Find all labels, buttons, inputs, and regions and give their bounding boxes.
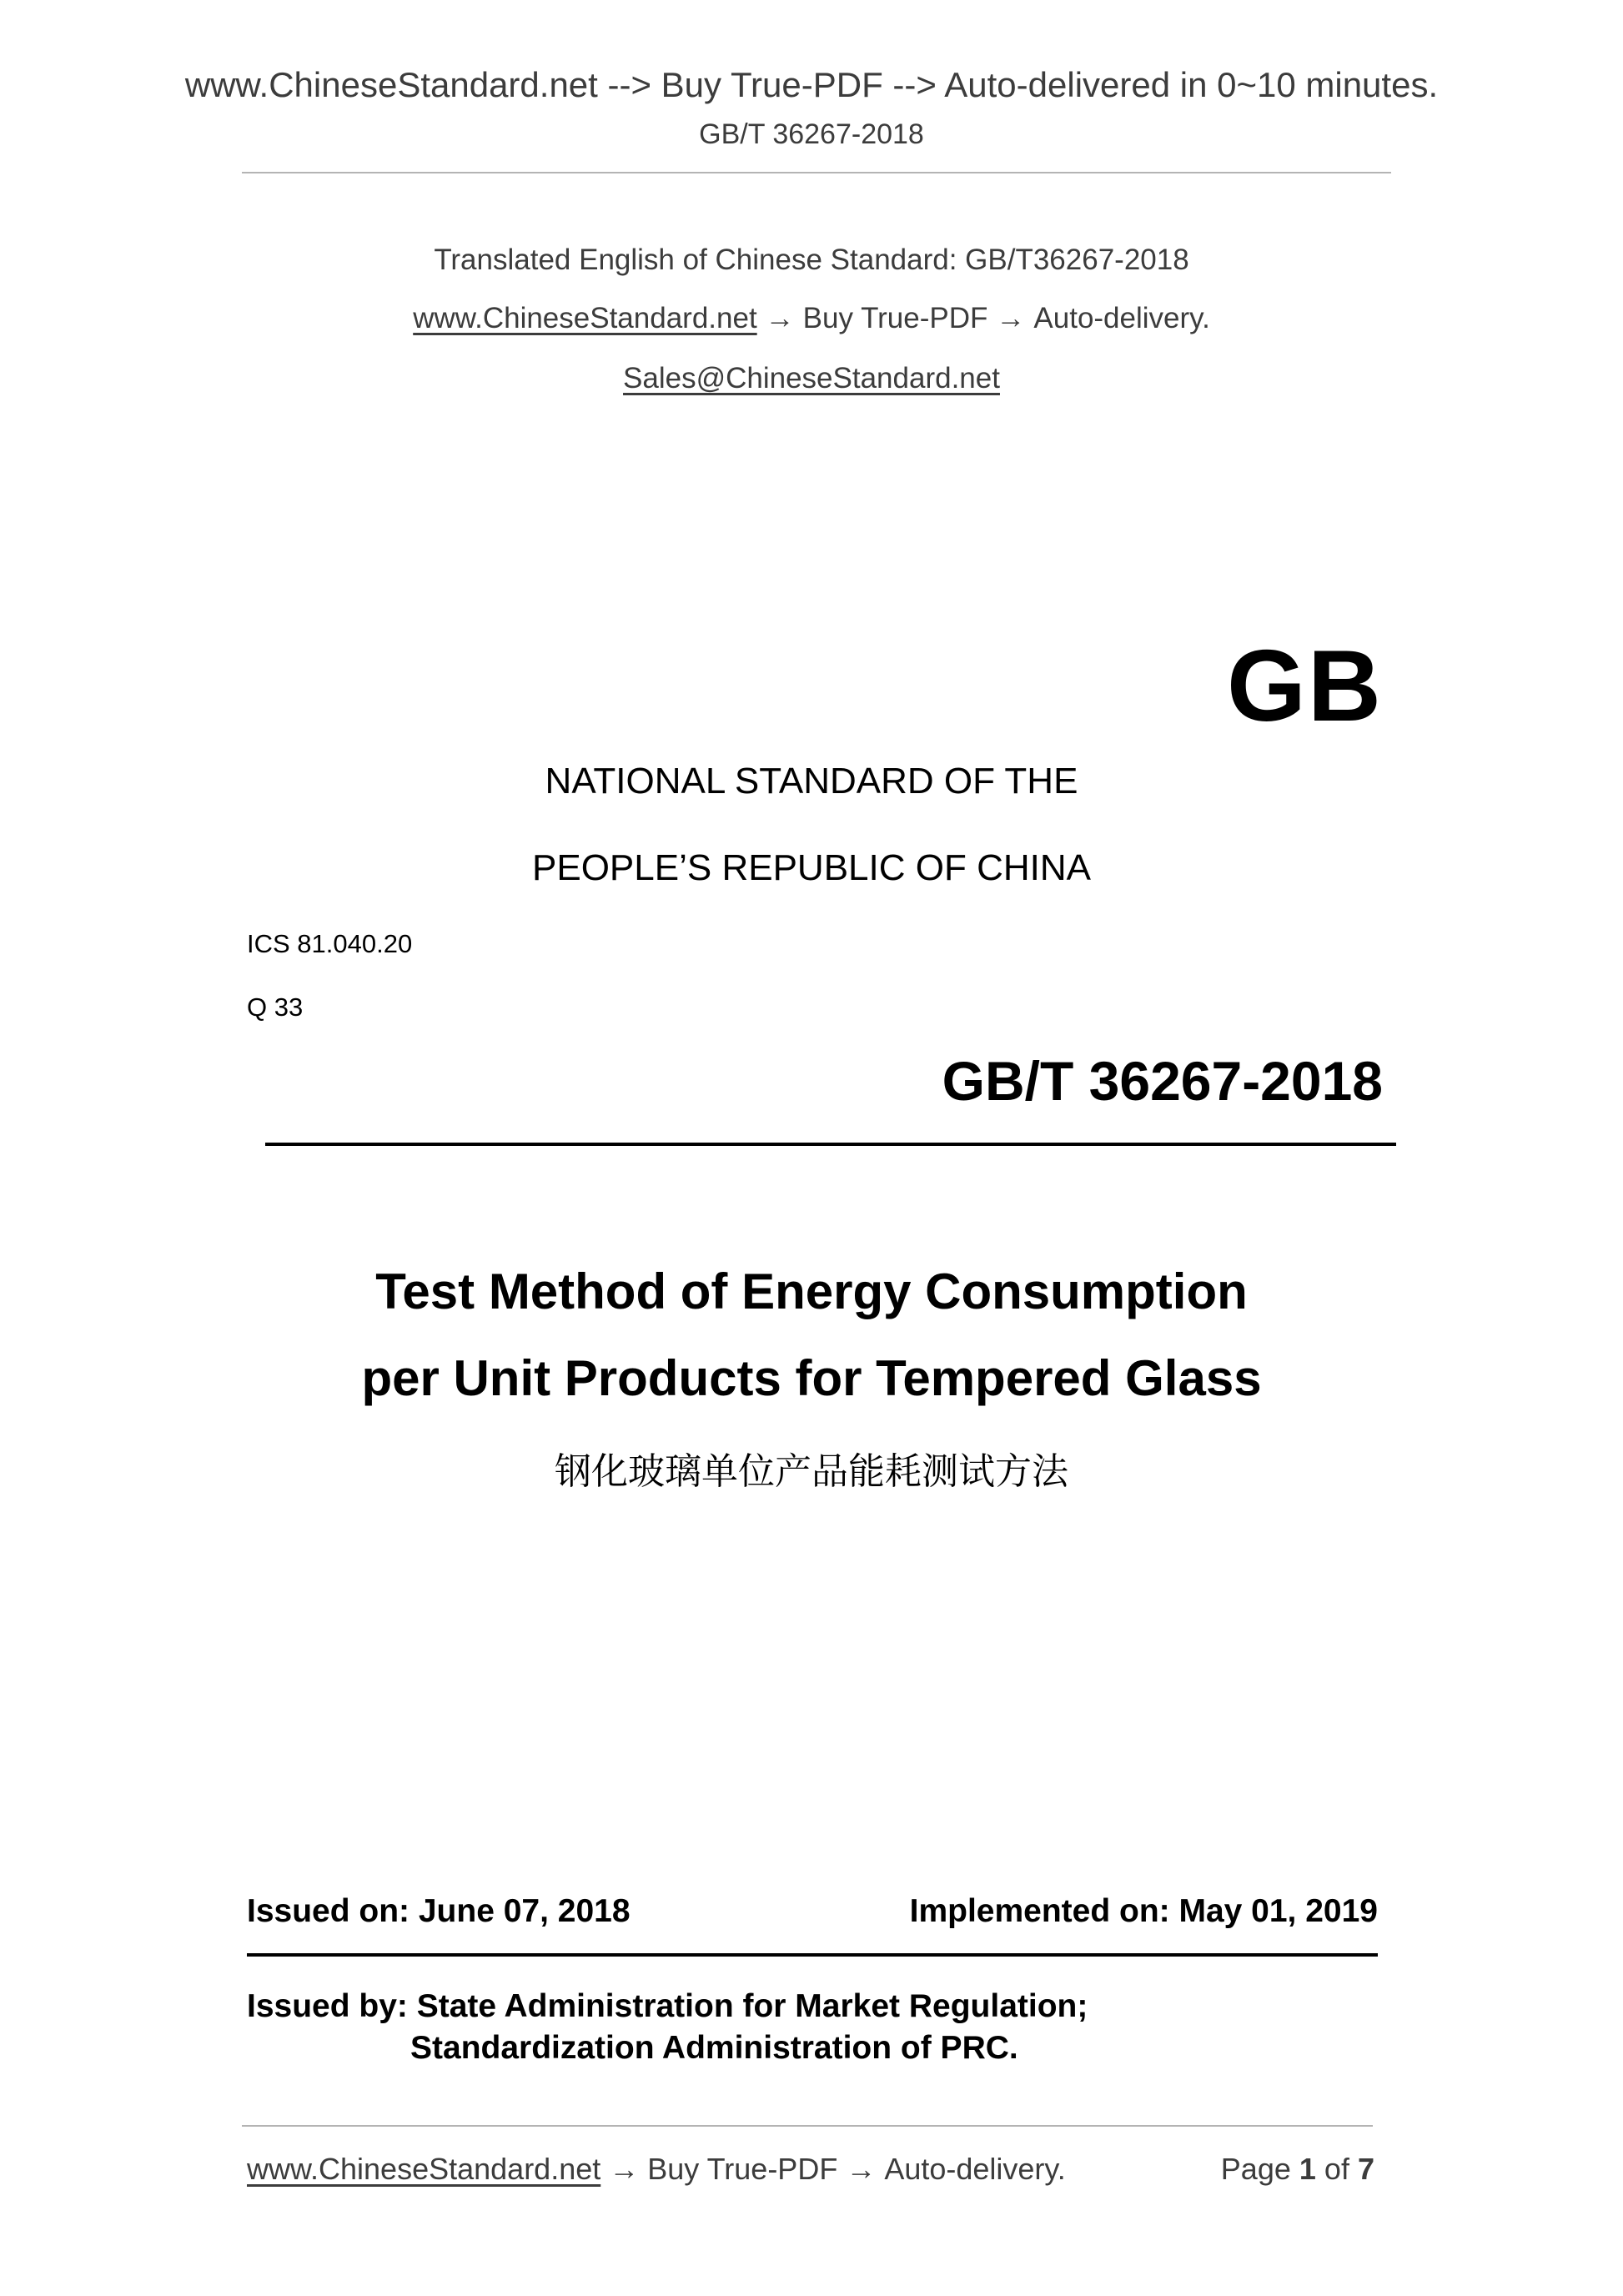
top-banner: www.ChineseStandard.net --> Buy True-PDF --> Auto-delivered in 0~10 minutes. (184, 65, 1439, 104)
translation-notice: Translated English of Chinese Standard: GB/T36267-2018 (434, 244, 1189, 276)
header-standard-code: GB/T 36267-2018 (699, 118, 924, 150)
right-arrow-icon: → (609, 2152, 640, 2186)
page-total: 7 (1357, 2152, 1374, 2186)
ccs-code: Q 33 (247, 992, 304, 1022)
buy-text: Buy True-PDF (802, 302, 988, 334)
right-arrow-icon: → (846, 2152, 877, 2186)
national-standard-heading-line1: NATIONAL STANDARD OF THE (545, 761, 1078, 801)
website-link[interactable]: www.ChineseStandard.net (413, 302, 757, 334)
delivery-text: Auto-delivery. (1033, 302, 1210, 334)
sales-email-link[interactable]: Sales@ChineseStandard.net (623, 362, 1000, 394)
national-standard-heading-line2: PEOPLE’S REPUBLIC OF CHINA (532, 847, 1091, 888)
footer-divider (242, 2125, 1373, 2127)
implemented-date: Implemented on: May 01, 2019 (909, 1893, 1378, 1929)
page-indicator (1221, 2152, 1374, 2187)
sales-email-line (0, 362, 1623, 395)
page-of: of (1324, 2152, 1349, 2186)
purchase-line (0, 302, 1623, 335)
issuer-line1: Issued by: State Administration for Market Regulation; (247, 1988, 1088, 2024)
document-title-chinese: 钢化玻璃单位产品能耗测试方法 (555, 1450, 1068, 1493)
issuer-line2: Standardization Administration of PRC. (410, 2030, 1018, 2066)
page-label: Page (1220, 2152, 1291, 2186)
footer-purchase-line (247, 2152, 1066, 2187)
document-title-line1: Test Method of Energy Consumption (375, 1264, 1248, 1319)
standard-number: GB/T 36267-2018 (942, 1050, 1383, 1112)
dates-divider (247, 1953, 1378, 1957)
standard-number-divider (265, 1143, 1396, 1146)
footer-delivery-text: Auto-delivery. (884, 2152, 1066, 2186)
right-arrow-icon: → (765, 302, 795, 334)
footer-buy-text: Buy True-PDF (647, 2152, 838, 2186)
gb-logo: GB (1227, 629, 1383, 742)
ics-code: ICS 81.040.20 (247, 929, 413, 958)
document-title-line2: per Unit Products for Tempered Glass (361, 1350, 1262, 1406)
page-current: 1 (1299, 2152, 1316, 2186)
right-arrow-icon: → (996, 302, 1026, 334)
header-divider (242, 172, 1391, 173)
issued-date: Issued on: June 07, 2018 (247, 1893, 631, 1929)
footer-website-link[interactable]: www.ChineseStandard.net (247, 2152, 601, 2186)
